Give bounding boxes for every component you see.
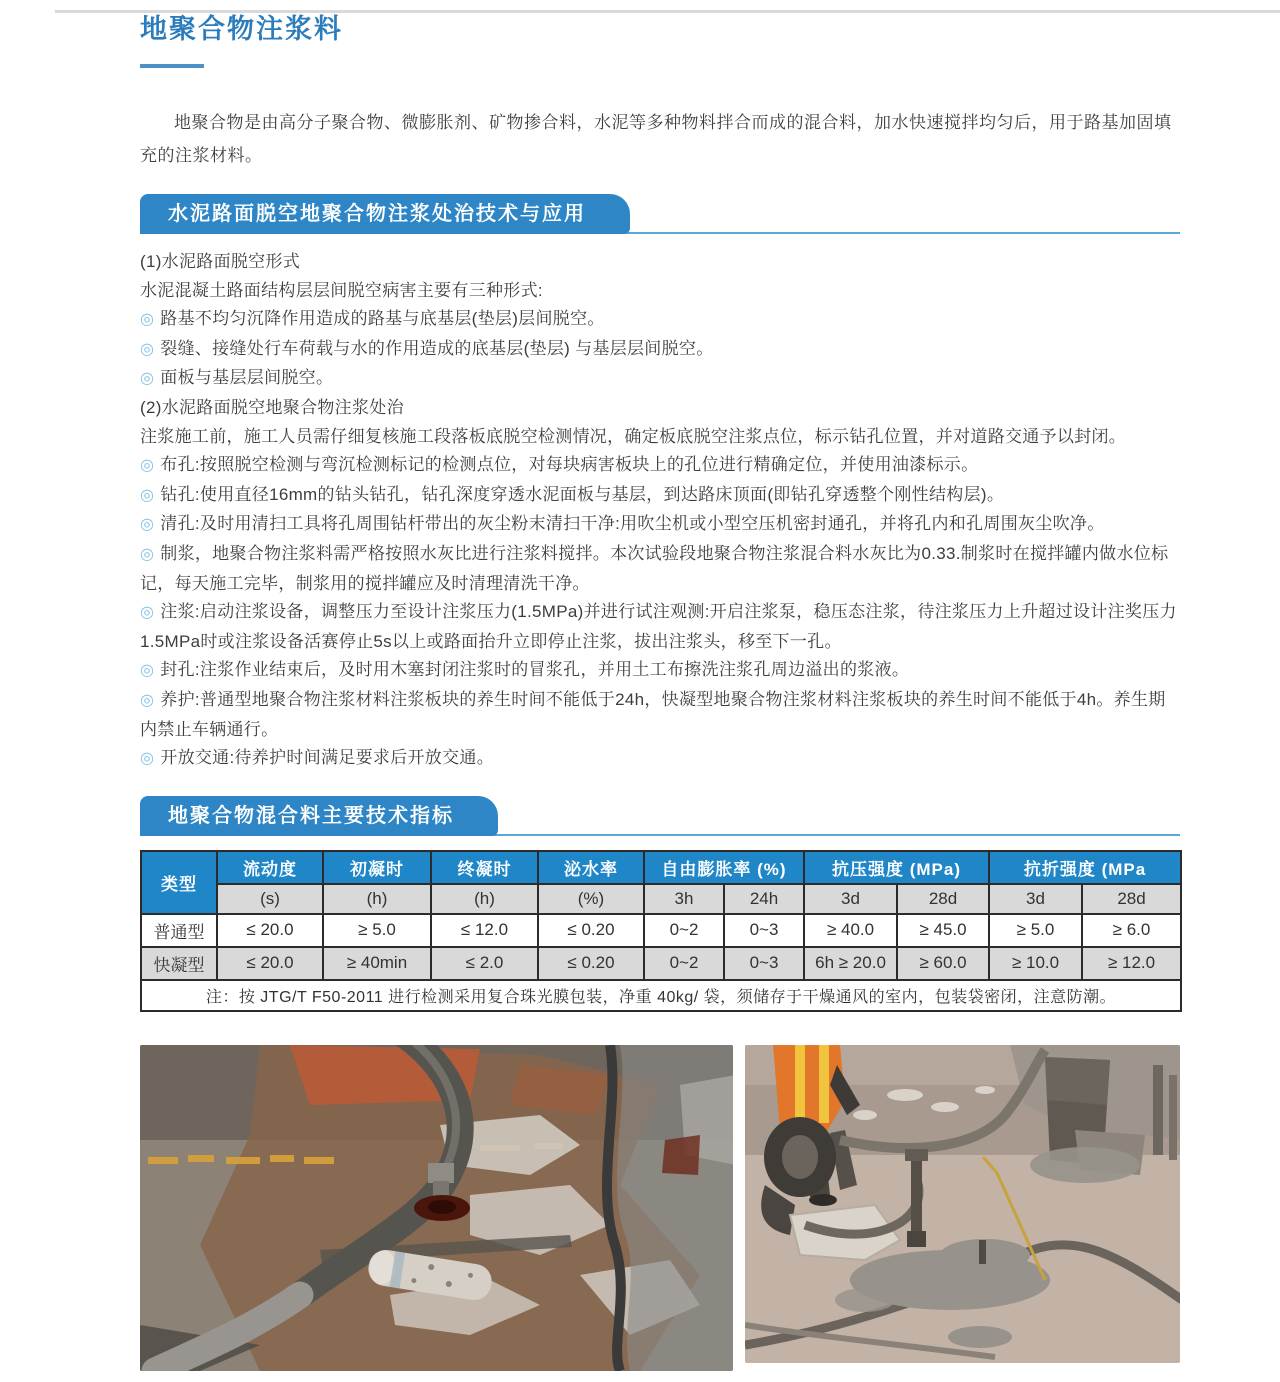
- table-corner-cell: 类型: [141, 851, 217, 914]
- table-cell: ≥ 5.0: [323, 914, 431, 947]
- table-subheader-cell: 3d: [989, 884, 1082, 914]
- table-cell: ≥ 45.0: [897, 914, 989, 947]
- bullet-item: [140, 744, 1180, 774]
- spec-table: [140, 850, 1182, 1012]
- ring-bullet-icon: ◎: [140, 545, 155, 563]
- table-header-cell: 初凝时: [323, 851, 431, 884]
- ring-bullet-icon: ◎: [140, 604, 155, 622]
- paragraph-text: 水泥混凝土路面结构层层间脱空病害主要有三种形式:: [140, 280, 543, 300]
- table-subheader-cell: (h): [323, 884, 431, 914]
- table-cell: ≥ 6.0: [1082, 914, 1181, 947]
- table-header-cell: 流动度: [217, 851, 323, 884]
- table-cell: 0~3: [724, 914, 804, 947]
- bullet-item: [140, 656, 1180, 686]
- table-subheader-cell: 3d: [804, 884, 897, 914]
- table-cell: ≤ 2.0: [431, 947, 538, 980]
- table-header-cell: 终凝时: [431, 851, 538, 884]
- table-cell: 0~2: [644, 947, 724, 980]
- photo-grout-injection-point-image: [140, 1045, 733, 1371]
- paragraph-text: (1)水泥路面脱空形式: [140, 252, 301, 271]
- paragraph-text: 制浆，地聚合物注浆料需严格按照水灰比进行注浆料搅拌。本次试验段地聚合物注浆混合料水灰比为0.33.制浆时在搅拌罐内做水位标记，每天施工完毕，制浆用的搅拌罐应及时清理清洗干净。: [140, 543, 1169, 593]
- table-row: [141, 914, 1181, 947]
- table-row: [141, 947, 1181, 980]
- ring-bullet-icon: ◎: [140, 457, 155, 475]
- section1-body: [140, 248, 1180, 774]
- table-subheader-cell: 28d: [1082, 884, 1181, 914]
- bullet-item: [140, 305, 1180, 335]
- page-title: 地聚合物注浆料: [140, 14, 343, 44]
- paragraph-text: 布孔:按照脱空检测与弯沉检测标记的检测点位，对每块病害板块上的孔位进行精确定位，并使用油漆标示。: [160, 455, 979, 475]
- table-header-cell: 自由膨胀率 (%): [644, 851, 804, 884]
- table-cell: ≥ 60.0: [897, 947, 989, 980]
- table-cell: ≥ 10.0: [989, 947, 1082, 980]
- paragraph-text: 清孔:及时用清扫工具将孔周围钻杆带出的灰尘粉末清扫干净:用吹尘机或小型空压机密封通孔，并将孔内和孔周围灰尘吹净。: [160, 514, 1105, 534]
- table-header-row: [141, 851, 1181, 884]
- paragraph-text: 钻孔:使用直径16mm的钻头钻孔，钻孔深度穿透水泥面板与基层，到达路床顶面(即钻孔穿透整个刚性结构层)。: [160, 484, 1005, 504]
- ring-bullet-icon: ◎: [140, 662, 155, 680]
- bullet-item: [140, 335, 1180, 365]
- photo-row: [140, 1045, 1180, 1371]
- photo-grouting-construction-site: [745, 1045, 1180, 1363]
- table-note-cell: 注：按 JTG/T F50-2011 进行检测采用复合珠光膜包装，净重 40kg/ 袋，须储存于干燥通风的室内，包装袋密闭，注意防潮。: [141, 980, 1181, 1011]
- section1-header-bar: 水泥路面脱空地聚合物注浆处治技术与应用: [140, 194, 630, 234]
- table-subheader-row: [141, 884, 1181, 914]
- table-header-cell: 抗折强度 (MPa: [989, 851, 1181, 884]
- table-subheader-cell: 24h: [724, 884, 804, 914]
- table-subheader-cell: (s): [217, 884, 323, 914]
- paragraph: [140, 423, 1180, 452]
- row-type-cell: 快凝型: [141, 947, 217, 980]
- paragraph-text: (2)水泥路面脱空地聚合物注浆处治: [140, 397, 404, 417]
- table-subheader-cell: 28d: [897, 884, 989, 914]
- table-header-cell: 泌水率: [538, 851, 644, 884]
- ring-bullet-icon: ◎: [140, 691, 155, 709]
- section1-header: [140, 194, 1180, 233]
- ring-bullet-icon: ◎: [140, 370, 155, 388]
- paragraph-text: 养护:普通型地聚合物注浆材料注浆板块的养生时间不能低于24h，快凝型地聚合物注浆材料注浆板块的养生时间不能低于4h。养生期内禁止车辆通行。: [140, 689, 1166, 739]
- table-subheader-cell: 3h: [644, 884, 724, 914]
- page-top-edge: [55, 10, 1280, 13]
- table-header-cell: 抗压强度 (MPa): [804, 851, 989, 884]
- table-cell: 0~2: [644, 914, 724, 947]
- paragraph: [140, 394, 1180, 423]
- table-cell: ≥ 5.0: [989, 914, 1082, 947]
- ring-bullet-icon: ◎: [140, 516, 155, 534]
- paragraph-text: 裂缝、接缝处行车荷载与水的作用造成的底基层(垫层) 与基层层间脱空。: [160, 338, 714, 358]
- paragraph: [140, 277, 1180, 306]
- section2-header-bar: 地聚合物混合料主要技术指标: [140, 796, 498, 836]
- section2-header: [140, 796, 1180, 835]
- spec-table-head: [141, 851, 1181, 914]
- bullet-item: [140, 598, 1180, 656]
- row-type-cell: 普通型: [141, 914, 217, 947]
- table-cell: ≤ 20.0: [217, 947, 323, 980]
- table-cell: ≤ 0.20: [538, 914, 644, 947]
- bullet-item: [140, 481, 1180, 511]
- bullet-item: [140, 364, 1180, 394]
- table-cell: 0~3: [724, 947, 804, 980]
- table-cell: ≥ 12.0: [1082, 947, 1181, 980]
- table-subheader-cell: (h): [431, 884, 538, 914]
- ring-bullet-icon: ◎: [140, 311, 155, 329]
- paragraph-text: 开放交通:待养护时间满足要求后开放交通。: [160, 748, 494, 768]
- paragraph-text: 面板与基层层间脱空。: [160, 368, 334, 388]
- table-note-row: [141, 980, 1181, 1011]
- ring-bullet-icon: ◎: [140, 750, 155, 768]
- table-cell: ≤ 12.0: [431, 914, 538, 947]
- paragraph: [140, 248, 1180, 277]
- pipe-stub: [979, 1240, 986, 1264]
- title-underline-dash: [140, 64, 204, 68]
- photo-grout-injection-point: [140, 1045, 733, 1371]
- table-cell: ≥ 40min: [323, 947, 431, 980]
- ring-bullet-icon: ◎: [140, 340, 155, 358]
- paragraph-text: 注浆施工前，施工人员需仔细复核施工段落板底脱空检测情况，确定板底脱空注浆点位，标示钻孔位置，并对道路交通予以封闭。: [140, 426, 1127, 446]
- bullet-item: [140, 451, 1180, 481]
- table-cell: ≤ 0.20: [538, 947, 644, 980]
- table-cell: ≥ 40.0: [804, 914, 897, 947]
- intro-paragraph: 地聚合物是由高分子聚合物、微膨胀剂、矿物掺合料，水泥等多种物料拌合而成的混合料，加水快速搅拌均匀后，用于路基加固填充的注浆材料。: [140, 113, 1172, 165]
- paragraph-text: 路基不均匀沉降作用造成的路基与底基层(垫层)层间脱空。: [160, 309, 605, 329]
- paragraph-text: 注浆:启动注浆设备，调整压力至设计注浆压力(1.5MPa)并进行试注观测:开启注浆泵，稳压态注浆，待注浆压力上升超过设计注奖压力1.5MPa时或注浆设备活赛停止5s以上或路面抬升立即停止注浆，拔出注浆头，移至下一孔。: [140, 602, 1177, 651]
- bullet-item: [140, 540, 1180, 598]
- paragraph-text: 封孔:注浆作业结束后，及时用木塞封闭注浆时的冒浆孔，并用土工布擦洗注浆孔周边溢出的浆液。: [160, 660, 910, 680]
- table-subheader-cell: (%): [538, 884, 644, 914]
- table-cell: ≤ 20.0: [217, 914, 323, 947]
- bullet-item: [140, 510, 1180, 540]
- photo-grouting-construction-site-image: [745, 1045, 1180, 1363]
- ring-bullet-icon: ◎: [140, 486, 155, 504]
- bullet-item: [140, 686, 1180, 744]
- table-cell: 6h ≥ 20.0: [804, 947, 897, 980]
- spec-table-body: [141, 914, 1181, 1011]
- page-content: [140, 10, 1180, 1371]
